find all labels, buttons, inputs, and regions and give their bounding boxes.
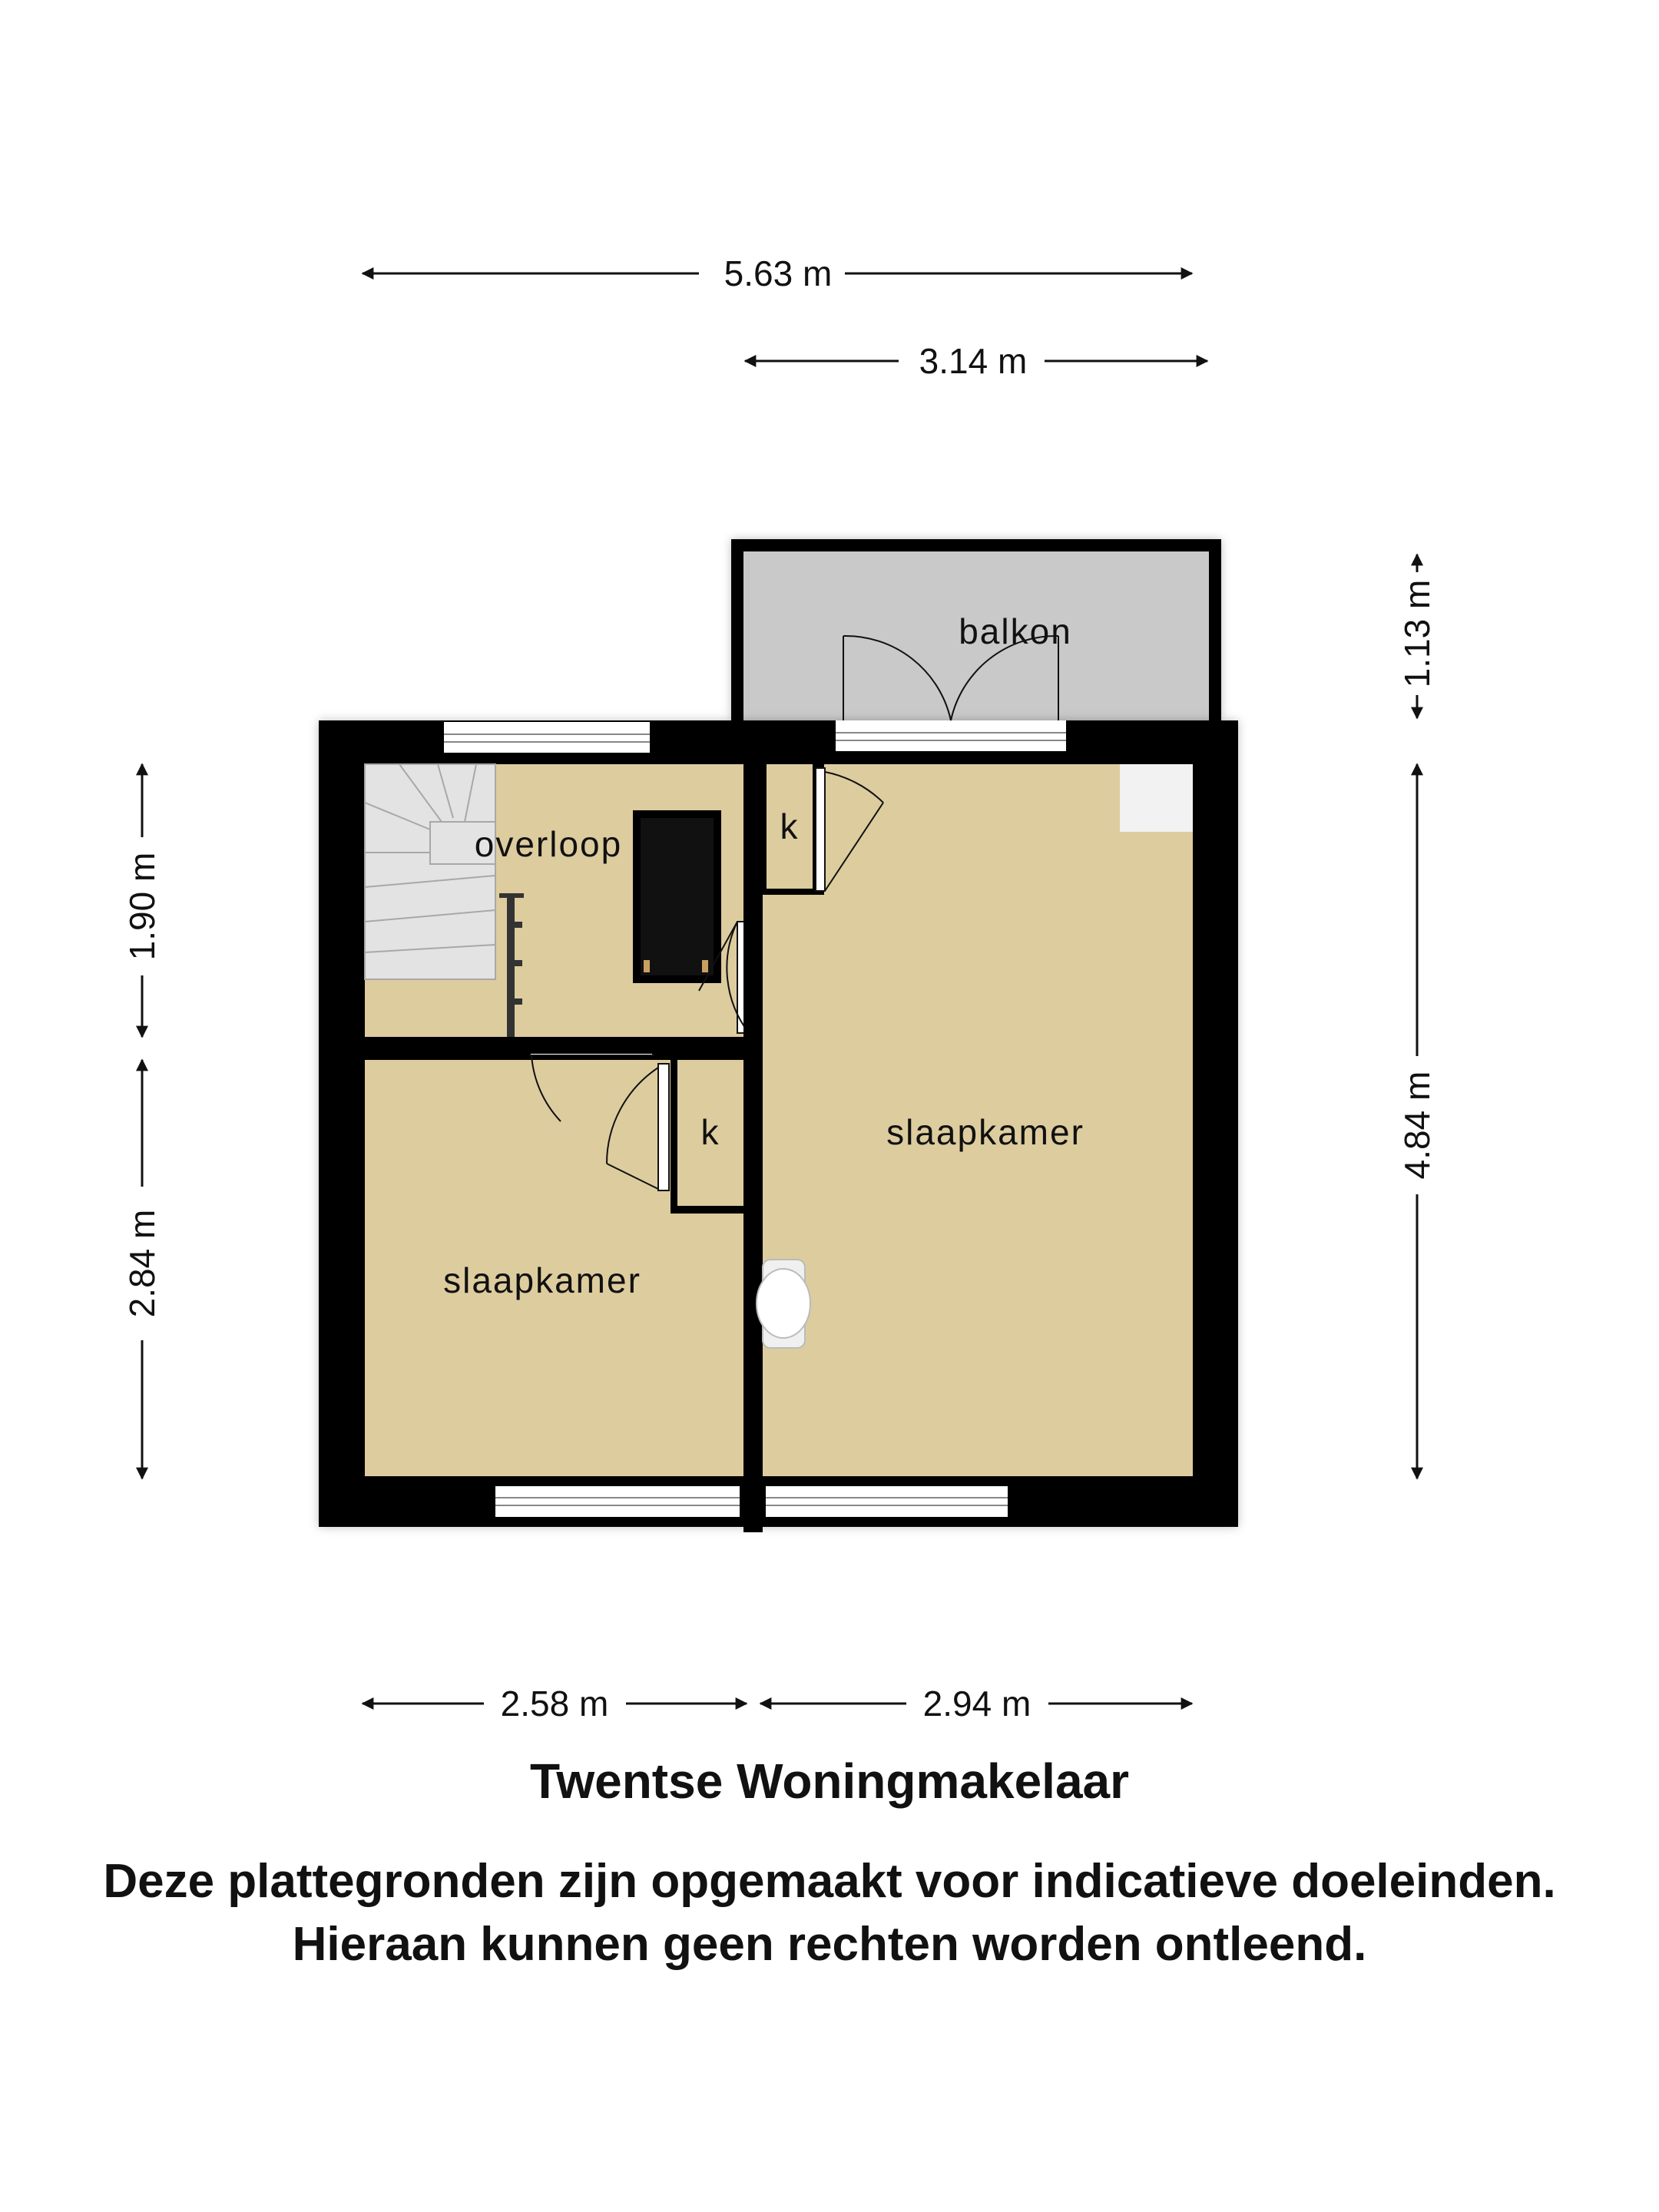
window-bottom-small [495, 1486, 740, 1517]
room-label-balcony: balkon [959, 611, 1072, 651]
room-label-bedroom-large: slaapkamer [886, 1112, 1084, 1152]
staircase [365, 764, 495, 979]
dimension-right-upper [1397, 555, 1437, 718]
dimension-top-total [363, 253, 1192, 293]
room-label-closet: k [700, 1112, 720, 1152]
chimney-block [1120, 764, 1193, 832]
interior-wall [365, 1037, 749, 1054]
room-label-bedroom-small: slaapkamer [443, 1260, 641, 1300]
interior-wall [749, 764, 763, 1041]
dimension-label: 2.94 m [922, 1684, 1031, 1724]
dimension-left-lower [122, 1060, 162, 1479]
dimension-label: 1.13 m [1397, 579, 1437, 688]
attic-hatch [633, 810, 721, 983]
disclaimer-line: Hieraan kunnen geen rechten worden ontleend. [292, 1918, 1367, 1971]
disclaimer-line: Deze plattegronden zijn opgemaakt voor indicatieve doeleinden. [103, 1855, 1556, 1908]
company-name: Twentse Woningmakelaar [529, 1753, 1130, 1809]
window-bottom-large [766, 1486, 1008, 1517]
dimension-left-upper [122, 764, 162, 1037]
dimension-right-lower [1397, 764, 1437, 1479]
window-top-landing [444, 722, 650, 753]
dimension-top-right [745, 341, 1207, 381]
window-top-balcony [836, 720, 1066, 751]
dimension-label: 5.63 m [724, 253, 833, 293]
dimension-label: 3.14 m [919, 341, 1028, 381]
dimension-label: 2.58 m [500, 1684, 609, 1724]
dimension-label: 4.84 m [1397, 1071, 1437, 1180]
dimension-bottom-right [760, 1684, 1192, 1724]
dimension-label: 2.84 m [122, 1209, 162, 1318]
sink [757, 1260, 810, 1348]
dimension-bottom-left [363, 1684, 747, 1724]
room-label-landing: overloop [474, 824, 623, 864]
dimension-label: 1.90 m [122, 852, 162, 961]
room-label-closet: k [780, 806, 800, 846]
